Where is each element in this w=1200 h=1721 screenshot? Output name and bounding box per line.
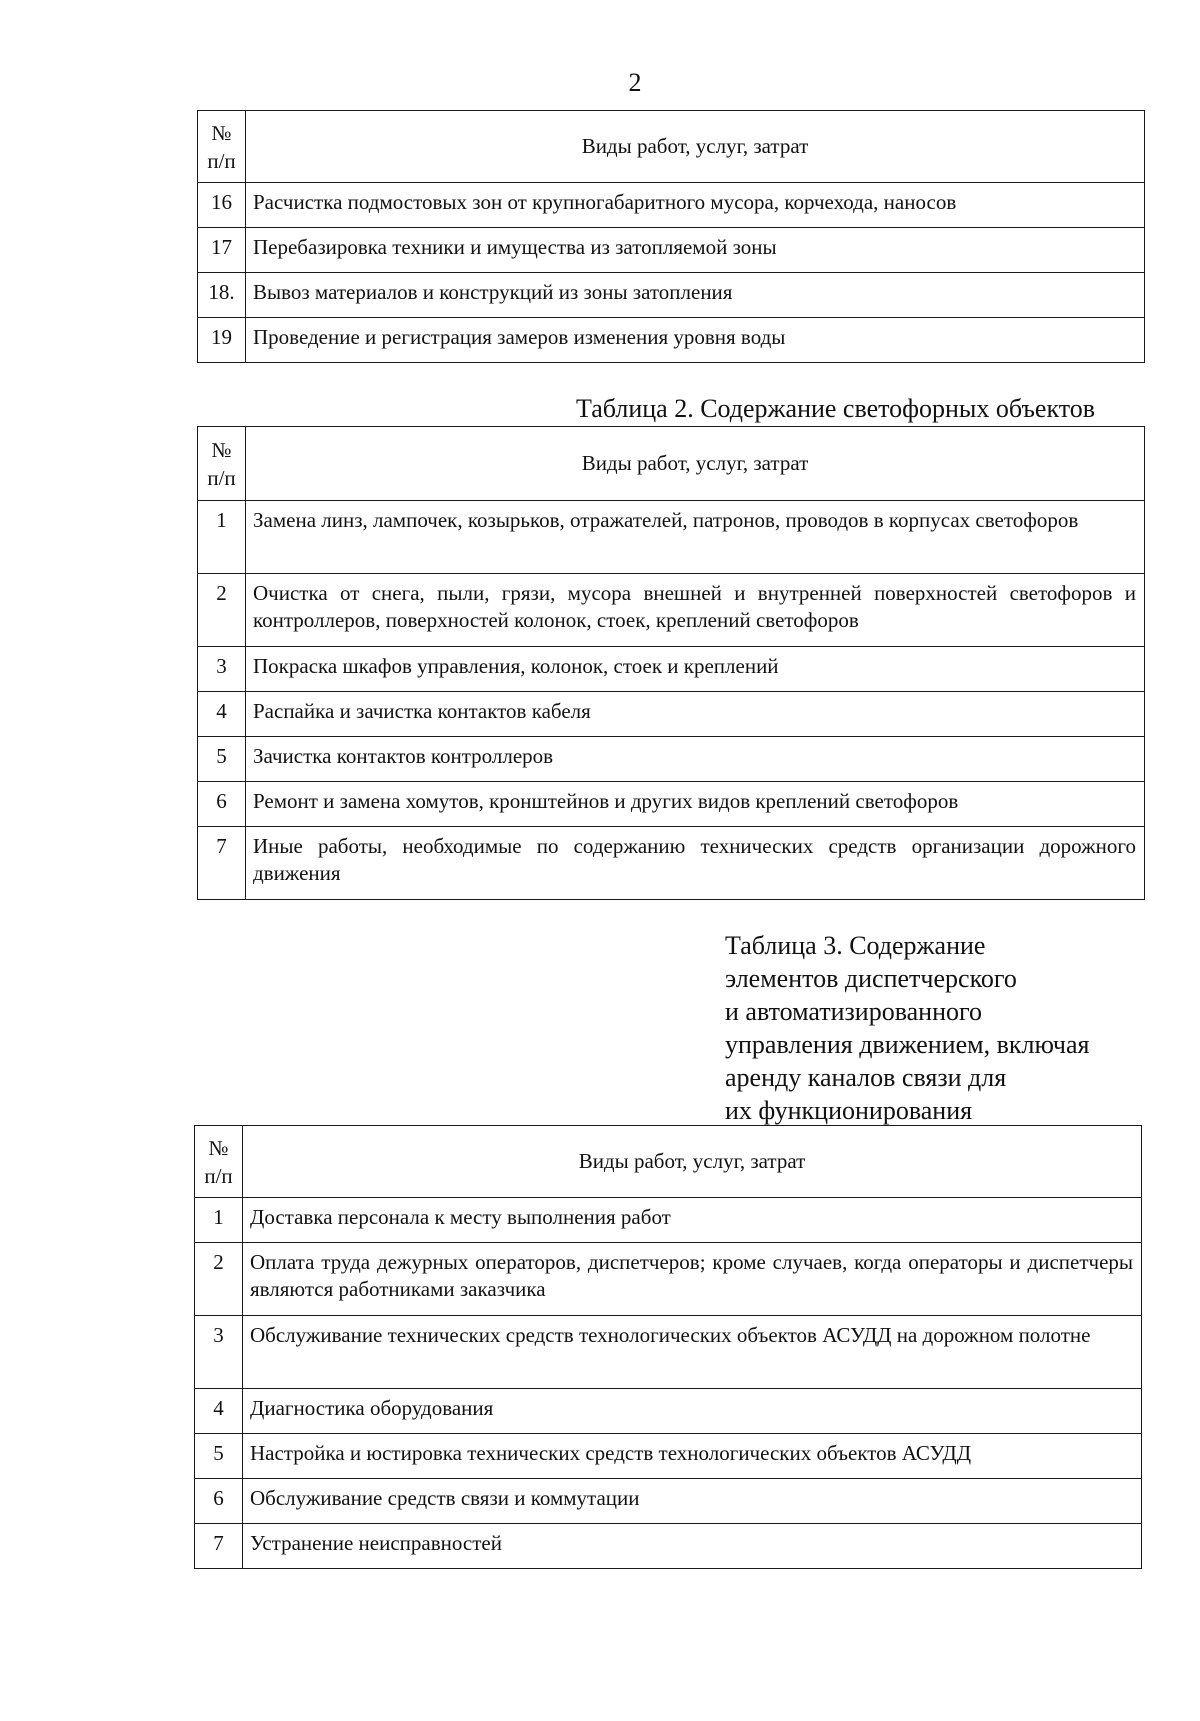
table-row [195, 1524, 1142, 1569]
row-number: 4 [198, 692, 246, 737]
row-number: 6 [195, 1479, 243, 1524]
column-header-number [198, 427, 246, 501]
column-header-number [195, 1126, 243, 1198]
row-work-description: Вывоз материалов и конструкций из зоны затопления [246, 273, 1145, 318]
table-row [195, 1243, 1142, 1316]
column-header-work-types: Виды работ, услуг, затрат [246, 427, 1145, 501]
row-number: 1 [195, 1198, 243, 1243]
row-work-description: Обслуживание технических средств технологических объектов АСУДД на дорожном полотне [243, 1316, 1142, 1389]
row-number: 5 [195, 1434, 243, 1479]
row-number: 4 [195, 1389, 243, 1434]
row-work-description: Обслуживание средств связи и коммутации [243, 1479, 1142, 1524]
table-header-row [195, 1126, 1142, 1198]
table-2-caption: Таблица 2. Содержание светофорных объектов [576, 394, 1096, 423]
table-row [198, 273, 1145, 318]
caption-line: аренду каналов связи для [725, 1063, 1007, 1092]
row-work-description: Оплата труда дежурных операторов, диспетчеров; кроме случаев, когда операторы и диспетчеры являются работниками заказчика [243, 1243, 1142, 1316]
table-row [198, 647, 1145, 692]
row-work-description: Настройка и юстировка технических средств технологических объектов АСУДД [243, 1434, 1142, 1479]
row-work-description: Ремонт и замена хомутов, кронштейнов и других видов креплений светофоров [246, 782, 1145, 827]
page-number: 2 [628, 68, 642, 97]
table-row [198, 692, 1145, 737]
table-row [198, 183, 1145, 228]
header-num-abbr: п/п [207, 465, 236, 490]
table-row [198, 782, 1145, 827]
row-number: 7 [198, 827, 246, 900]
row-work-description: Расчистка подмостовых зон от крупногабаритного мусора, корчехода, наносов [246, 183, 1145, 228]
row-number: 17 [198, 228, 246, 273]
header-num-symbol: № [211, 120, 232, 145]
table-row [195, 1316, 1142, 1389]
table-2 [197, 426, 1145, 900]
row-number: 6 [198, 782, 246, 827]
row-work-description: Зачистка контактов контроллеров [246, 737, 1145, 782]
row-work-description: Распайка и зачистка контактов кабеля [246, 692, 1145, 737]
table-header-row [198, 427, 1145, 501]
header-num-symbol: № [211, 437, 232, 462]
row-number: 3 [198, 647, 246, 692]
row-work-description: Замена линз, лампочек, козырьков, отражателей, патронов, проводов в корпусах светофоров [246, 501, 1145, 574]
caption-line: управления движением, включая [725, 1030, 1090, 1059]
table-row [198, 228, 1145, 273]
row-work-description: Проведение и регистрация замеров изменения уровня воды [246, 318, 1145, 363]
row-number: 2 [198, 574, 246, 647]
row-work-description: Доставка персонала к месту выполнения работ [243, 1198, 1142, 1243]
row-work-description: Очистка от снега, пыли, грязи, мусора внешней и внутренней поверхностей светофоров и контроллеров, поверхностей колонок, стоек, креплений светофоров [246, 574, 1145, 647]
table-row [198, 318, 1145, 363]
column-header-number [198, 111, 246, 183]
header-num-abbr: п/п [207, 148, 236, 173]
table-1 [197, 110, 1145, 363]
table-row [198, 737, 1145, 782]
column-header-work-types: Виды работ, услуг, затрат [243, 1126, 1142, 1198]
row-work-description: Покраска шкафов управления, колонок, стоек и креплений [246, 647, 1145, 692]
row-number: 5 [198, 737, 246, 782]
table-3-caption [725, 929, 1089, 1127]
table-row [195, 1389, 1142, 1434]
row-work-description: Диагностика оборудования [243, 1389, 1142, 1434]
table-header-row [198, 111, 1145, 183]
column-header-work-types: Виды работ, услуг, затрат [246, 111, 1145, 183]
row-number: 7 [195, 1524, 243, 1569]
row-number: 2 [195, 1243, 243, 1316]
row-number: 3 [195, 1316, 243, 1389]
table-row [195, 1198, 1142, 1243]
table-row [195, 1479, 1142, 1524]
header-num-symbol: № [208, 1135, 229, 1160]
table-row [198, 574, 1145, 647]
table-row [198, 501, 1145, 574]
row-number: 18. [198, 273, 246, 318]
row-work-description: Иные работы, необходимые по содержанию технических средств организации дорожного движения [246, 827, 1145, 900]
caption-line: элементов диспетчерского [725, 964, 1017, 993]
caption-line: их функционирования [725, 1096, 973, 1125]
row-number: 1 [198, 501, 246, 574]
row-number: 16 [198, 183, 246, 228]
caption-line: Таблица 3. Содержание [725, 931, 986, 960]
row-work-description: Перебазировка техники и имущества из затопляемой зоны [246, 228, 1145, 273]
header-num-abbr: п/п [204, 1163, 233, 1188]
table-row [195, 1434, 1142, 1479]
caption-line: и автоматизированного [725, 997, 983, 1026]
row-work-description: Устранение неисправностей [243, 1524, 1142, 1569]
table-row [198, 827, 1145, 900]
row-number: 19 [198, 318, 246, 363]
table-3 [194, 1125, 1142, 1569]
